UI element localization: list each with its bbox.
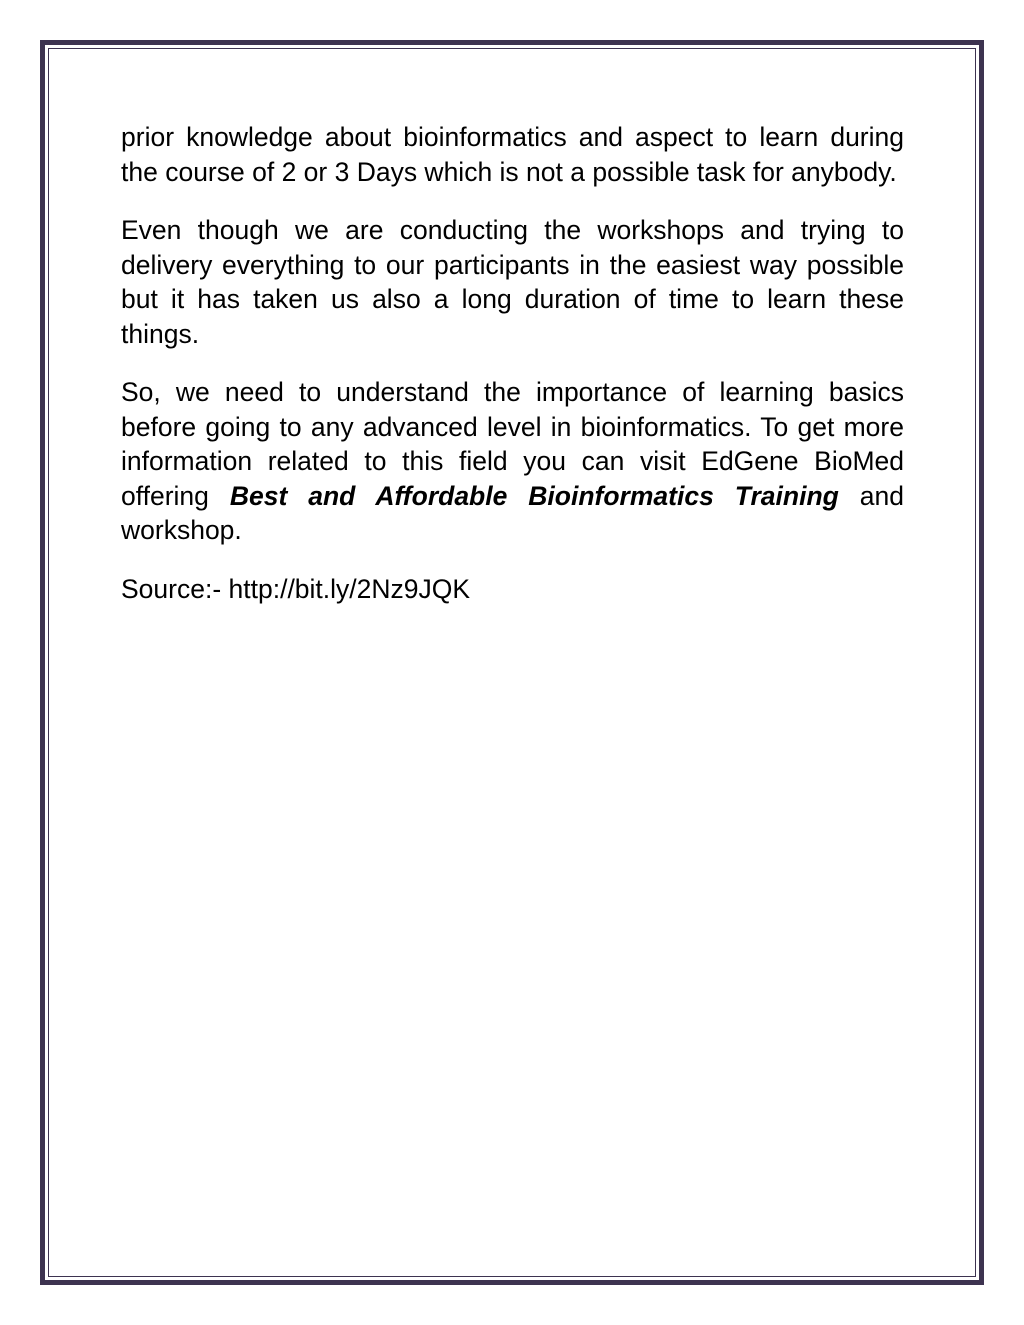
paragraph-3 — [121, 375, 904, 548]
training-emphasis: Best and Affordable Bioinformatics Training — [229, 480, 839, 511]
paragraph-1: prior knowledge about bioinformatics and aspect to learn during the course of 2 or 3 Days which is not a possible task for anybody. — [121, 122, 904, 187]
paragraph-3-text-before: So, we need to understand the importance of learning basics before going to any advanced level in bioinformatics. To get more information related to this field you can visit EdGene BioMed offering — [121, 377, 904, 511]
paragraph-2: Even though we are conducting the workshops and trying to delivery everything to our participants in the easiest way possible but it has taken us also a long duration of time to learn these things. — [121, 215, 904, 349]
paragraph-3-text-after: and workshop. — [121, 480, 904, 545]
source-line: Source:- http://bit.ly/2Nz9JQK — [121, 573, 471, 604]
document-body — [121, 120, 904, 606]
